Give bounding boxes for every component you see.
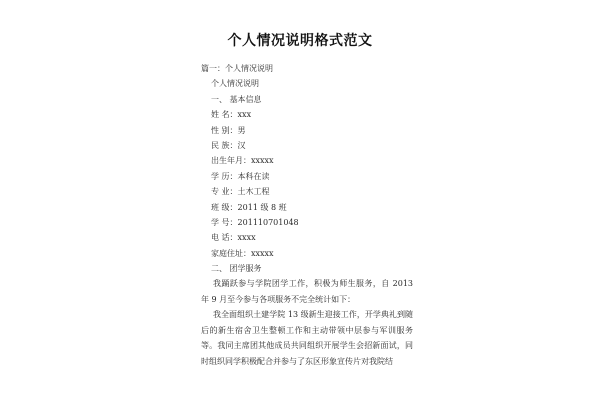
field-value: xxx: [237, 110, 252, 120]
field-value: xxxxx: [251, 156, 274, 166]
field-name: [201, 107, 413, 122]
field-label: 班 级：: [211, 202, 238, 212]
paragraph-service-details: 我全面组织土建学院 13 级新生迎接工作，开学典礼到随后的新生宿舍卫生整顿工作和主动带领中层参与军训服务等。我同主席团其他成员共同组织开展学生会招新面试，同时组织同学积极配合并参与了东区形象宣传片对我院结: [201, 310, 413, 366]
field-value: 男: [237, 125, 246, 135]
field-education: [201, 169, 413, 184]
document-body: [201, 61, 413, 369]
field-value: xxxx: [237, 233, 256, 243]
field-phone: [201, 230, 413, 245]
field-label: 电 话：: [211, 233, 238, 243]
field-label: 专 业：: [211, 187, 238, 197]
field-class: [201, 200, 413, 215]
document-title: 个人情况说明格式范文: [227, 33, 373, 49]
field-label: 民 族：: [211, 140, 238, 150]
field-value: 汉: [237, 140, 246, 150]
field-value: xxxxx: [251, 248, 274, 258]
field-birthdate: [201, 153, 413, 168]
section-heading: 篇一：个人情况说明: [201, 64, 273, 73]
field-label: 性 别：: [211, 125, 238, 135]
field-value: 201110701048: [237, 217, 299, 227]
field-student-id: [201, 215, 413, 230]
field-address: [201, 246, 413, 261]
part2-heading: 二、 团学服务: [211, 264, 262, 274]
field-label: 学 号：: [211, 217, 238, 227]
field-ethnicity: [201, 138, 413, 153]
field-major: [201, 184, 413, 199]
field-gender: [201, 123, 413, 138]
field-label: 出生年月：: [211, 156, 251, 166]
part1-heading: 一、 基本信息: [211, 94, 262, 104]
field-label: 家庭住址：: [211, 248, 251, 258]
field-value: 土木工程: [237, 187, 270, 197]
field-label: 学 历：: [211, 171, 238, 181]
sub-title: 个人情况说明: [211, 79, 259, 89]
field-value: 2011 级 8 班: [237, 202, 287, 212]
field-value: 本科在读: [237, 171, 270, 181]
field-label: 姓 名：: [211, 110, 238, 120]
paragraph-service-intro: 我踊跃参与学院团学工作，积极为师生服务，自 2013 年 9 月至今参与各项服务不完全统计如下：: [201, 279, 413, 304]
